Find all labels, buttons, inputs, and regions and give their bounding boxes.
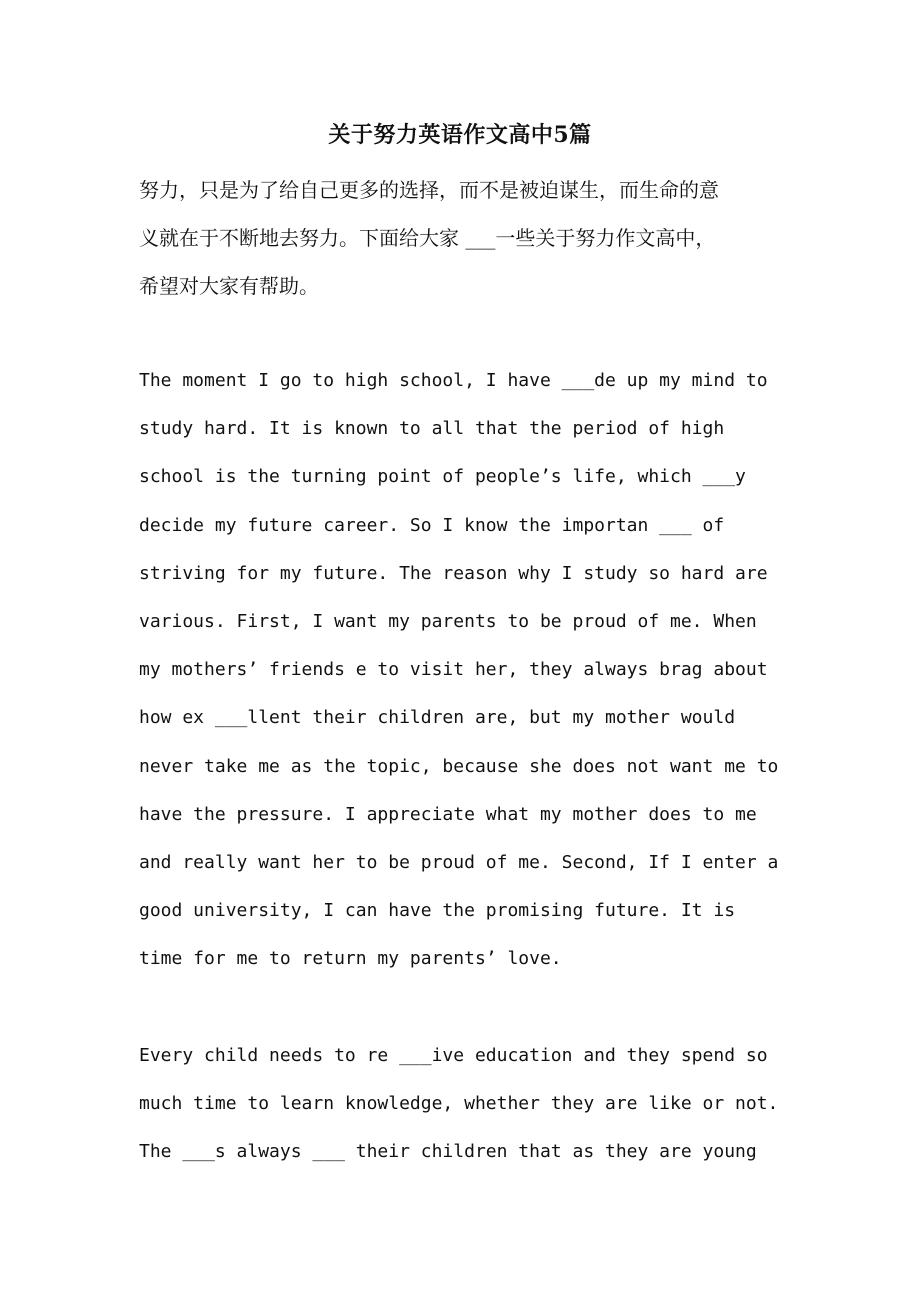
paragraph-line: good university, I can have the promising future. It is xyxy=(139,900,736,922)
paragraph-line: decide my future career. So I know the importan ___ of xyxy=(139,514,725,536)
intro-line: 努力，只是为了给自己更多的选择，而不是被迫谋生，而生命的意 xyxy=(139,178,719,202)
paragraph-line: and really want her to be proud of me. Second, If I enter a xyxy=(139,851,779,873)
paragraph-line: my mothers’ friends e to visit her, they always brag about xyxy=(139,659,768,681)
intro-paragraph xyxy=(139,166,779,310)
paragraph-line: time for me to return my parents’ love. xyxy=(139,948,562,970)
paragraph-line: striving for my future. The reason why I study so hard are xyxy=(139,562,768,584)
document-title: 关于努力英语作文高中5篇 xyxy=(328,122,592,148)
intro-line: 希望对大家有帮助。 xyxy=(139,274,319,298)
body-paragraph-1 xyxy=(139,357,789,983)
paragraph-line: Every child needs to re ___ive education and they spend so xyxy=(139,1045,768,1066)
body-paragraph-2 xyxy=(139,1032,789,1177)
paragraph-line: study hard. It is known to all that the period of high xyxy=(139,418,725,440)
paragraph-line: how ex ___llent their children are, but my mother would xyxy=(139,707,736,729)
paragraph-line: have the pressure. I appreciate what my mother does to me xyxy=(139,803,757,825)
intro-line: 义就在于不断地去努力。下面给大家 ___一些关于努力作文高中， xyxy=(139,226,716,250)
paragraph-line: The ___s always ___ their children that as they are young xyxy=(139,1141,757,1163)
paragraph-line: school is the turning point of people’s life, which ___y xyxy=(139,466,746,488)
paragraph-line: The moment I go to high school, I have ___de up my mind to xyxy=(139,370,768,391)
paragraph-line: much time to learn knowledge, whether they are like or not. xyxy=(139,1093,779,1115)
paragraph-line: never take me as the topic, because she does not want me to xyxy=(139,755,779,777)
paragraph-line: various. First, I want my parents to be proud of me. When xyxy=(139,610,757,632)
